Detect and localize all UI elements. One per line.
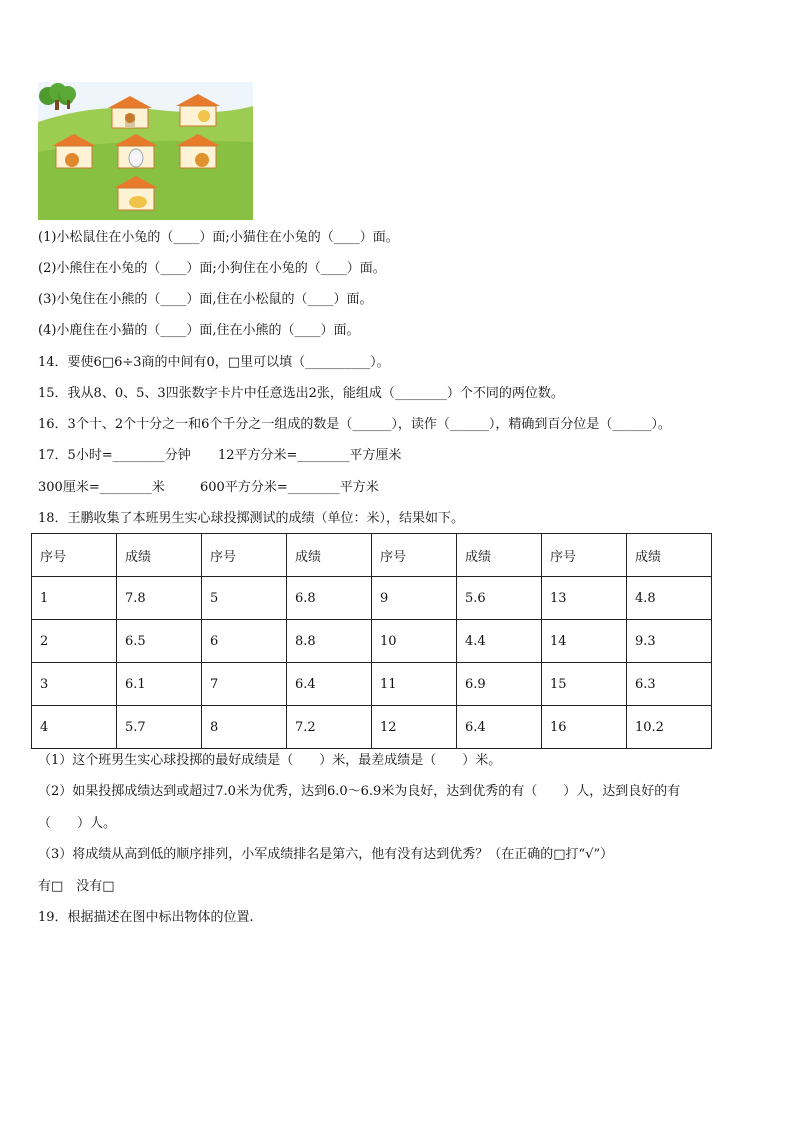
header-cell: 成绩 (287, 534, 372, 577)
table-cell: 4.8 (627, 577, 712, 620)
table-cell: 6.8 (287, 577, 372, 620)
table-cell: 6 (202, 620, 287, 663)
header-cell: 序号 (32, 534, 117, 577)
q13-part1: (1)小松鼠住在小兔的（____）面;小猫住在小兔的（____）面。 (38, 230, 399, 245)
q18-intro: 18．王鹏收集了本班男生实心球投掷测试的成绩（单位：米），结果如下。 (38, 511, 465, 526)
table-cell: 6.4 (457, 706, 542, 749)
header-cell: 成绩 (627, 534, 712, 577)
table-cell: 5 (202, 577, 287, 620)
q18-options: 有□ 没有□ (38, 879, 115, 894)
q13-part3: (3)小兔住在小熊的（____）面,住在小松鼠的（____）面。 (38, 292, 373, 307)
table-cell: 10 (372, 620, 457, 663)
table-cell: 7.8 (117, 577, 202, 620)
table-cell: 8 (202, 706, 287, 749)
question-16: 16．3个十、2个十分之一和6个千分之一组成的数是（______），读作（______），精确到百分位是（______）。 (38, 417, 671, 432)
question-15: 15．我从8、0、5、3四张数字卡片中任意选出2张，能组成（________）个不同的两位数。 (38, 386, 564, 401)
animal-houses-illustration (38, 82, 253, 220)
table-cell: 9.3 (627, 620, 712, 663)
table-cell: 10.2 (627, 706, 712, 749)
table-cell: 13 (542, 577, 627, 620)
table-cell: 16 (542, 706, 627, 749)
q18-sub2b: （ ）人。 (38, 816, 117, 831)
q17-c: 300厘米=________米 (38, 480, 165, 495)
table-cell: 1 (32, 577, 117, 620)
table-cell: 12 (372, 706, 457, 749)
table-cell: 6.9 (457, 663, 542, 706)
table-cell: 4.4 (457, 620, 542, 663)
table-cell: 15 (542, 663, 627, 706)
q13-part4: (4)小鹿住在小猫的（____）面,住在小熊的（____）面。 (38, 323, 360, 338)
q17-d: 600平方分米=________平方米 (200, 480, 379, 495)
table-row (32, 706, 712, 749)
table-cell: 7.2 (287, 706, 372, 749)
table-row (32, 620, 712, 663)
q18-sub3: （3）将成绩从高到低的顺序排列，小军成绩排名是第六，他有没有达到优秀？（在正确的□打“√”） (38, 847, 614, 862)
q13-part2: (2)小熊住在小兔的（____）面;小狗住在小兔的（____）面。 (38, 261, 386, 276)
table-cell: 6.3 (627, 663, 712, 706)
header-cell: 成绩 (117, 534, 202, 577)
q18-sub2a: （2）如果投掷成绩达到或超过7.0米为优秀，达到6.0～6.9米为良好，达到优秀的有（ ）人，达到良好的有 (38, 784, 681, 799)
question-14: 14．要使6□6÷3商的中间有0，□里可以填（__________）。 (38, 355, 390, 370)
header-cell: 序号 (542, 534, 627, 577)
table-cell: 4 (32, 706, 117, 749)
table-cell: 9 (372, 577, 457, 620)
table-cell: 5.6 (457, 577, 542, 620)
table-header-row (32, 534, 712, 577)
table-cell: 5.7 (117, 706, 202, 749)
table-cell: 3 (32, 663, 117, 706)
table-row (32, 663, 712, 706)
table-cell: 6.4 (287, 663, 372, 706)
table-cell: 14 (542, 620, 627, 663)
table-cell: 7 (202, 663, 287, 706)
header-cell: 成绩 (457, 534, 542, 577)
table-row (32, 577, 712, 620)
table-cell: 11 (372, 663, 457, 706)
table-cell: 2 (32, 620, 117, 663)
header-cell: 序号 (372, 534, 457, 577)
q18-sub1: （1）这个班男生实心球投掷的最好成绩是（ ）米，最差成绩是（ ）米。 (38, 753, 502, 768)
question-19: 19．根据描述在图中标出物体的位置. (38, 910, 254, 925)
table-cell: 6.5 (117, 620, 202, 663)
q17-a: 17．5小时=________分钟 (38, 448, 191, 463)
table-cell: 6.1 (117, 663, 202, 706)
header-cell: 序号 (202, 534, 287, 577)
q17-b: 12平方分米=________平方厘米 (218, 448, 402, 463)
table-cell: 8.8 (287, 620, 372, 663)
scores-table (31, 533, 712, 749)
